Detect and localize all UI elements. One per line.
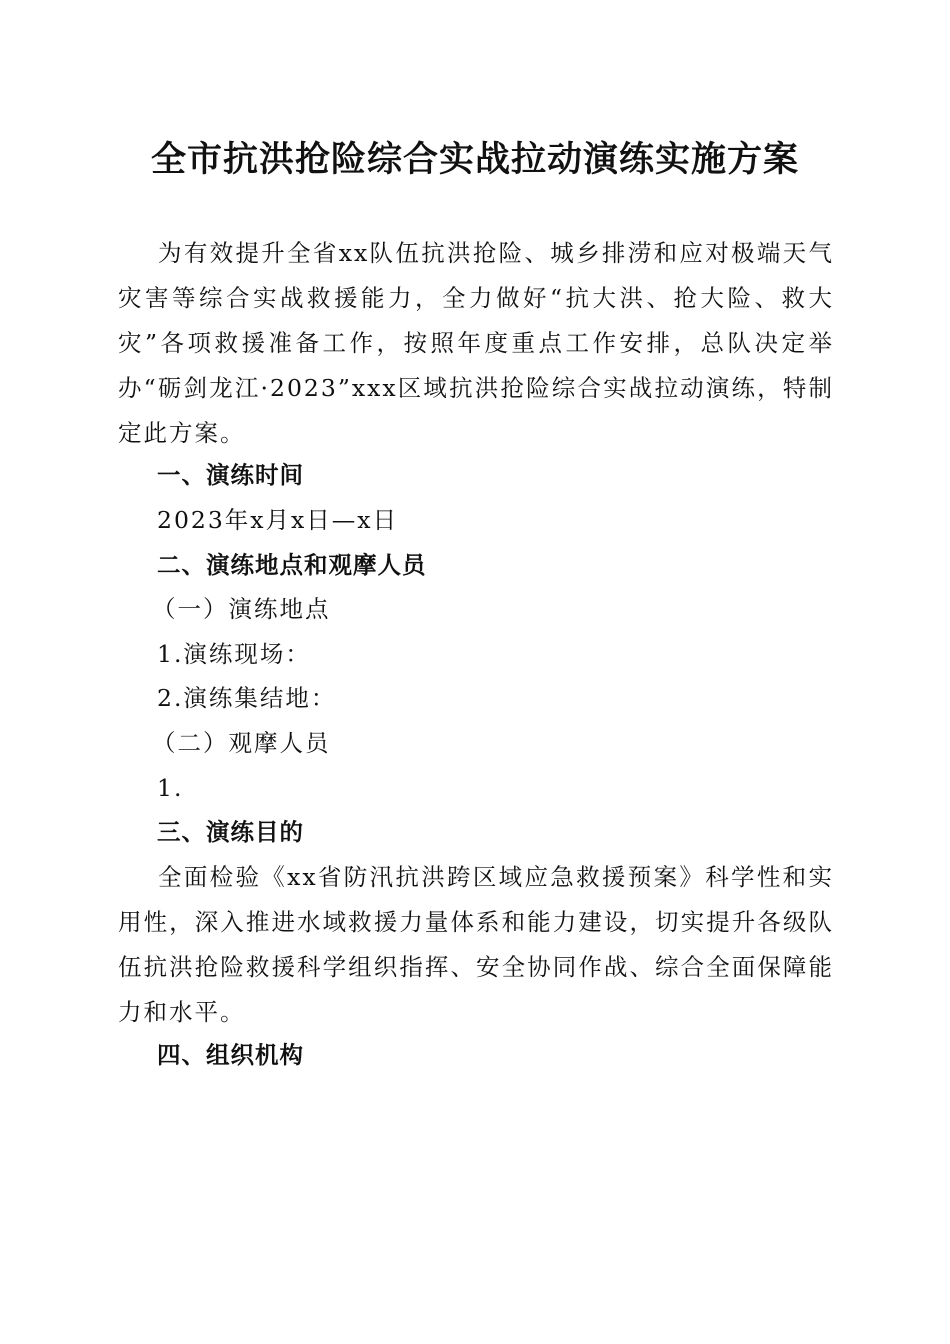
section2-heading: 二、演练地点和观摩人员 [157, 551, 427, 579]
intro-paragraph: 为有效提升全省xx队伍抗洪抢险、城乡排涝和应对极端天气灾害等综合实战救援能力，全力做好“抗大洪、抢大险、救大灾”各项救援准备工作，按照年度重点工作安排，总队决定举办“砺剑龙江·2023”xxx区域抗洪抢险综合实战拉动演练，特制定此方案。 [118, 239, 834, 447]
section2-item2: 2.演练集结地： [157, 684, 337, 712]
document-title: 全市抗洪抢险综合实战拉动演练实施方案 [150, 139, 799, 180]
section3-content: 全面检验《xx省防汛抗洪跨区域应急救援预案》科学性和实用性，深入推进水域救援力量体系和能力建设，切实提升各级队伍抗洪抢险救援科学组织指挥、安全协同作战、综合全面保障能力和水平。 [118, 863, 834, 1026]
section2-item3: 1. [157, 774, 184, 802]
section2-sub2: （二）观摩人员 [152, 729, 331, 757]
section4-heading: 四、组织机构 [157, 1041, 304, 1069]
section2-item1: 1.演练现场： [157, 640, 311, 668]
section1-content: 2023年x月x日—x日 [157, 506, 399, 534]
section3-heading: 三、演练目的 [157, 818, 304, 846]
section1-heading: 一、演练时间 [157, 461, 304, 489]
section2-sub1: （一）演练地点 [152, 595, 331, 623]
